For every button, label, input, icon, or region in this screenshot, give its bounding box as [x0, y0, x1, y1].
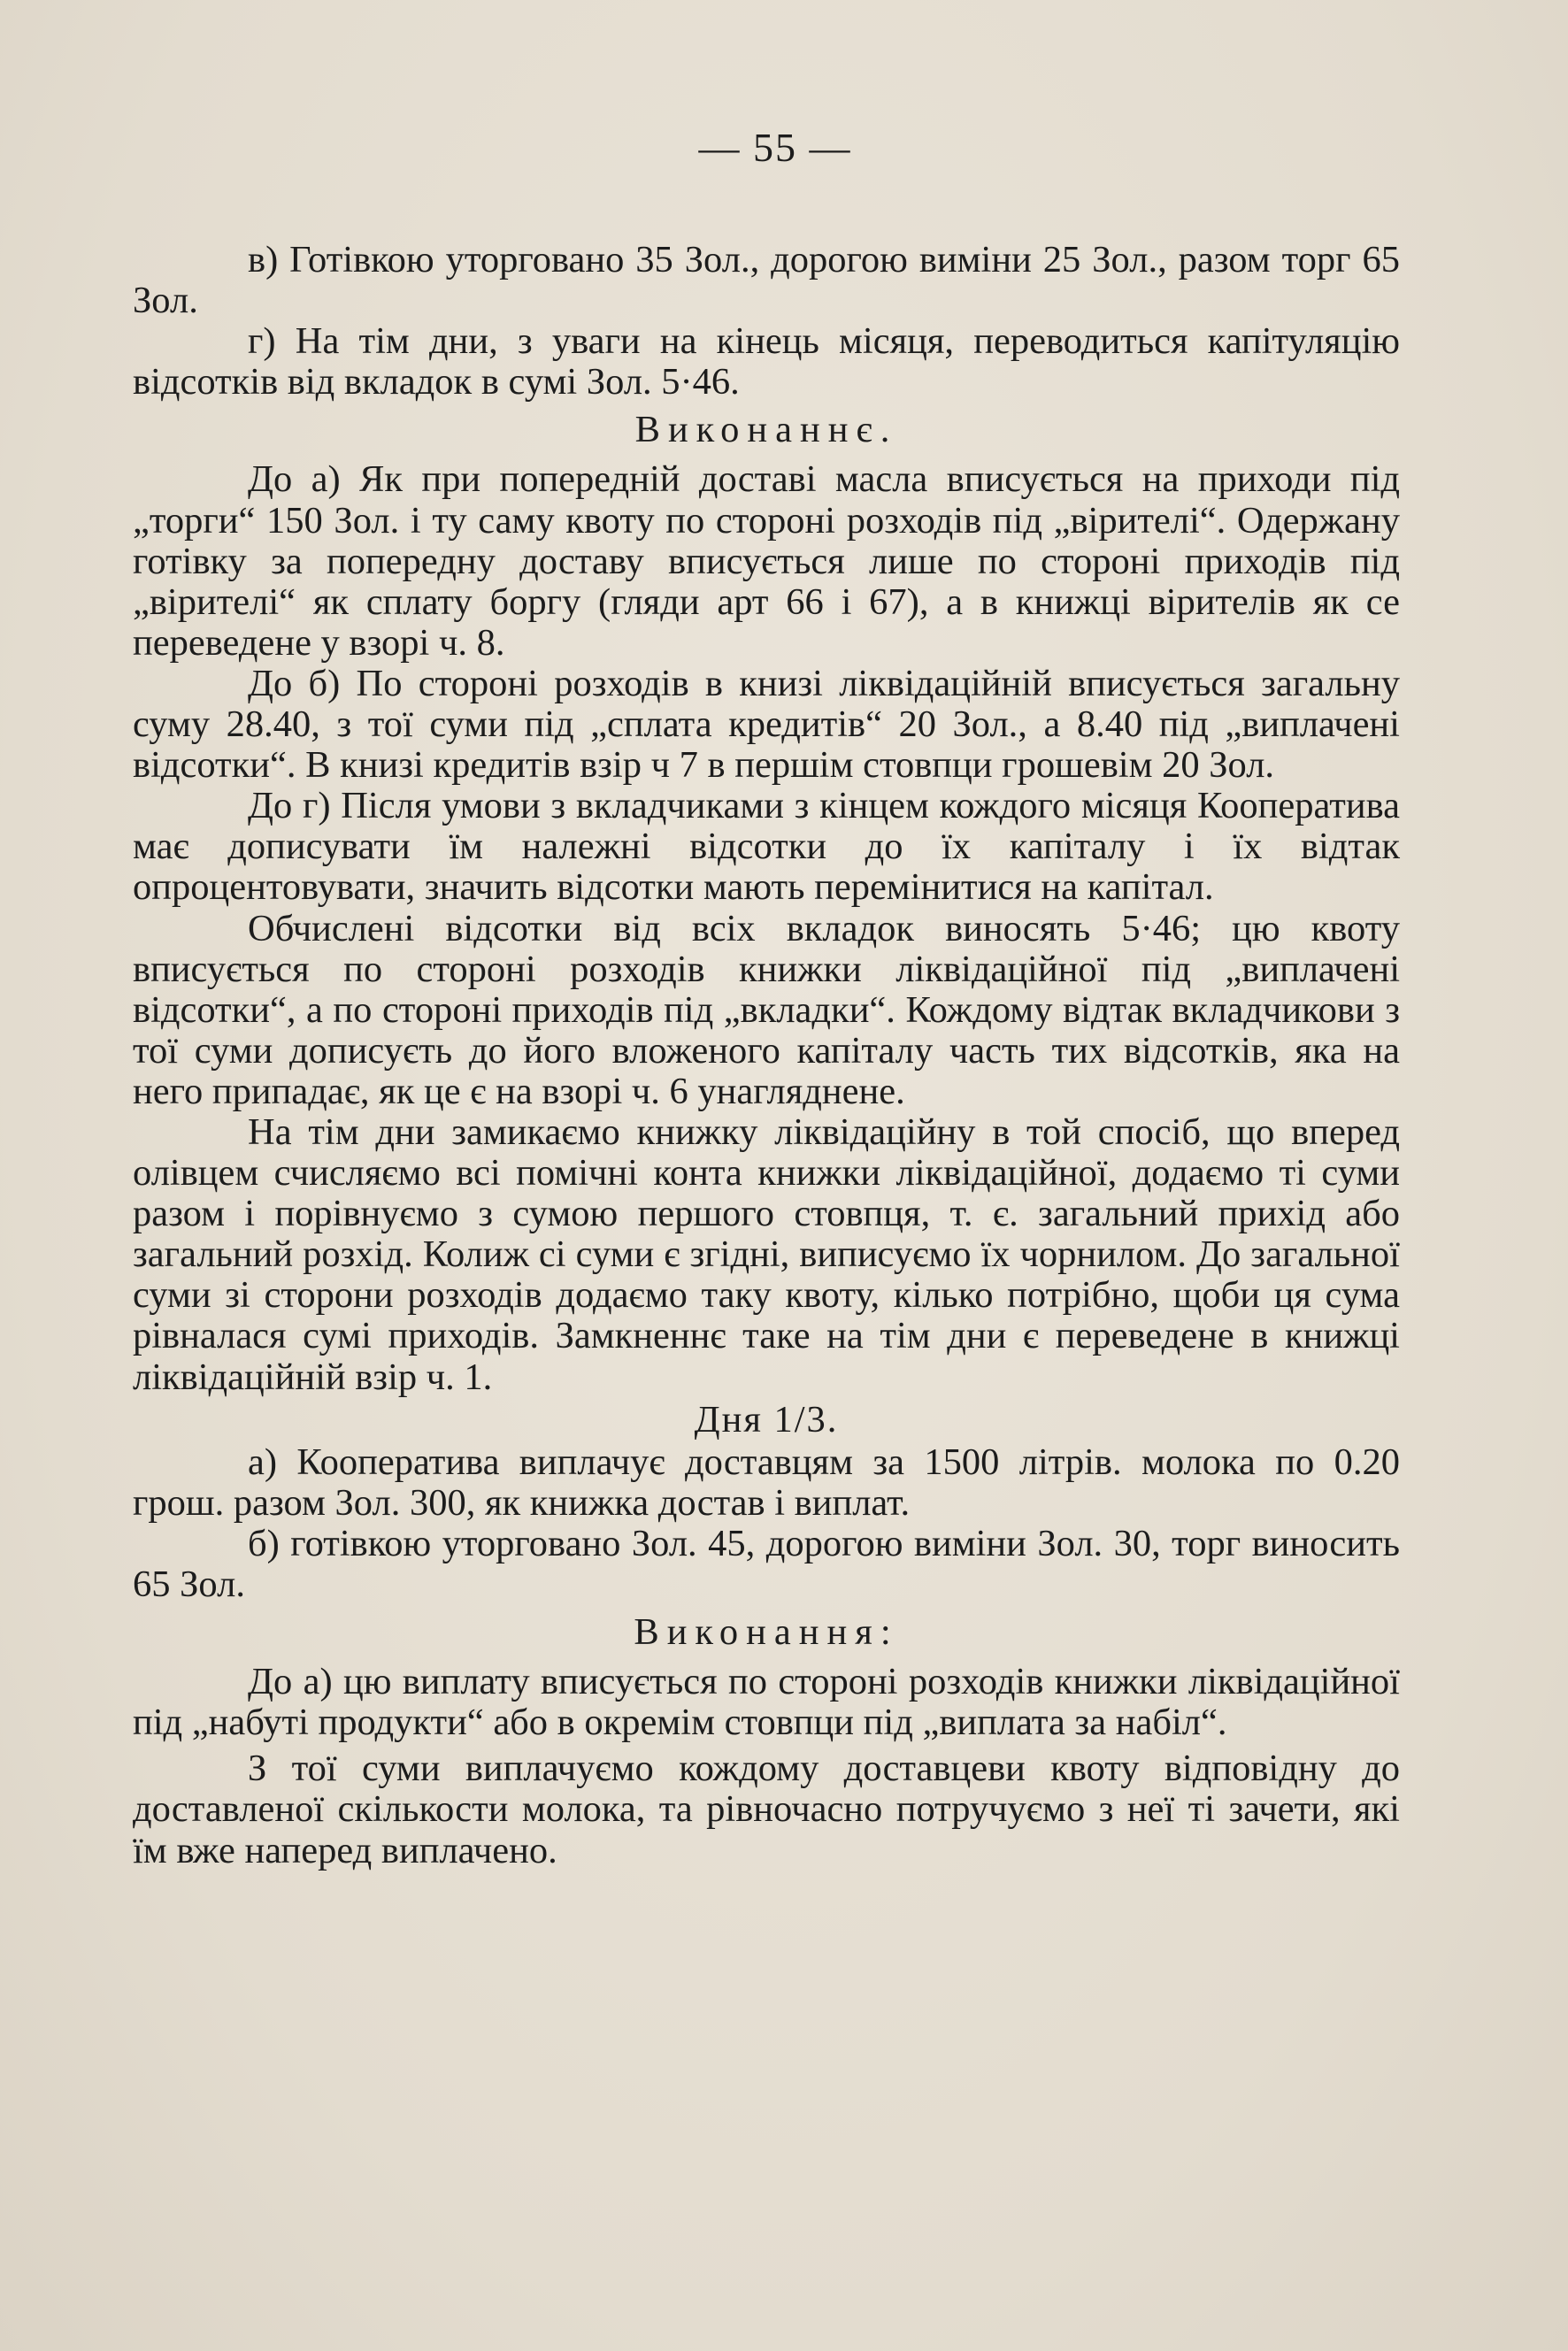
paragraph-interest: Обчислені відсотки від всіх вкладок виносять 5·46; цю квоту вписується по стороні розходів книжки ліквідаційної під „виплачені відсотки“, а по стороні приходів під „вкладки“. Кождому відтак вкладчикови з тої суми дописуєть до його вложеного капіталу часть тих відсотків, яка на него припадає, як це є на взорі ч. 6 унагляднене.: [133, 907, 1400, 1112]
item-g: г) На тім дни, з уваги на кінець місяця, переводиться капітуляцію відсотків від вкладок в сумі Зол. 5·46.: [133, 320, 1400, 403]
item-a-day: а) Кооператива виплачує доставцям за 1500 літрів. молока по 0.20 грош. разом Зол. 300, як книжка достав і виплат.: [133, 1441, 1400, 1524]
item-b-day: б) готівкою уторговано Зол. 45, дорогою виміни Зол. 30, торг виносить 65 Зол.: [133, 1522, 1400, 1605]
paragraph-do-a-2: До а) цю виплату вписується по стороні розходів книжки ліквідаційної під „набуті продукти“ або в окремім стовпци під „виплата за набіл“.: [133, 1661, 1400, 1744]
paragraph-do-g: До г) Після умови з вкладчиками з кінцем кождого місяця Кооператива має дописувати їм належні відсотки до їх капіталу і їх відтак опроцентовувати, значить відсотки мають перемінитися на капітал.: [133, 785, 1400, 909]
paragraph-do-a: До а) Як при попередній доставі масла вписується на приходи під „торги“ 150 Зол. і ту саму квоту по стороні розходів під „вірителі“. Одержану готівку за попередну доставу вписується лише по стороні приходів під „вірителі“ як сплату боргу (гляди арт 66 і 67), а в книжці вірителів як се переведене у взорі ч. 8.: [133, 458, 1400, 664]
paragraph-do-b: До б) По стороні розходів в книзі ліквідаційній вписується загальну суму 28.40, з тої суми під „сплата кредитів“ 20 Зол., а 8.40 під „виплачені відсотки“. В книзі кредитів взір ч 7 в першім стовпци грошевім 20 Зол.: [133, 662, 1400, 787]
heading-execution-2: Виконання:: [634, 1611, 899, 1654]
heading-day: Дня 1/3.: [694, 1398, 839, 1441]
page-number: — 55 —: [698, 125, 852, 170]
heading-execution: Виконаннє.: [634, 409, 898, 451]
page-body: [133, 240, 1400, 1871]
item-v: в) Готівкою уторговано 35 Зол., дорогою виміни 25 Зол., разом торг 65 Зол.: [133, 239, 1400, 322]
paragraph-payout: З тої суми виплачуємо кождому доставцеви квоту відповідну до доставленої скількости молока, та рівночасно потручуємо з неї ті зачети, які їм вже наперед виплачено.: [133, 1748, 1400, 1871]
paragraph-closing: На тім дни замикаємо книжку ліквідаційну в той спосіб, що вперед олівцем счисляємо всі помічні конта книжки ліквідаційної, додаємо ті суми разом і порівнуємо з сумою першого стовпця, т. є. загальний прихід або загальний розхід. Колиж сі суми є згідні, виписуємо їх чорнилом. До загальної суми зі сторони розходів додаємо таку квоту, кілько потрібно, щоби ця сума рівналася сумі приходів. Замкненнє таке на тім дни є переведене в книжці ліквідаційній взір ч. 1.: [133, 1110, 1400, 1398]
